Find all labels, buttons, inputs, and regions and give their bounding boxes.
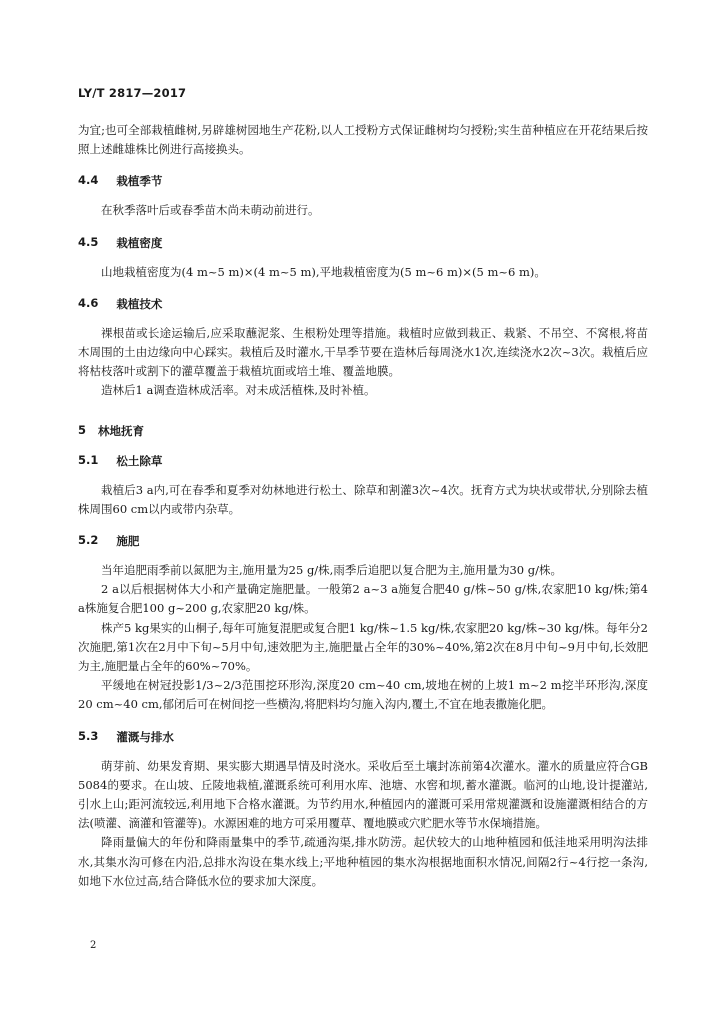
page-number: 2 [90,940,97,951]
paragraph: 造林后1 a调查造林成活率。对未成活植株,及时补植。 [101,383,376,398]
paragraph: 山地栽植密度为(4 m~5 m)×(4 m~5 m),平地栽植密度为(5 m~6 m)×(5 m~6 m)。 [101,264,546,279]
subsection-heading [78,453,648,469]
heading-title: 栽植季节 [116,174,163,189]
heading-number: 5.3 [78,728,99,743]
heading-title: 松土除草 [116,453,163,468]
paragraph: 株产5 kg果实的山桐子,每年可施复混肥或复合肥1 kg/株~1.5 kg/株,农家肥20 kg/株~30 kg/株。每年分2次施肥,第1次在2月中下旬~5月中旬,速效肥为主,施肥量占全年的30%~40%,第2次在8月中旬~9月中旬,长效肥为主,施肥量占全年的60%~70%。 [78,620,648,674]
heading-number: 5.2 [78,533,99,548]
heading-number: 5 [78,422,87,437]
heading-number: 4.6 [78,295,99,310]
subsection-heading [78,533,648,549]
section-heading [78,423,648,439]
subsection-heading [78,235,648,251]
paragraph: 萌芽前、幼果发育期、果实膨大期遇旱情及时浇水。采收后至土壤封冻前第4次灌水。灌水的质量应符合GB 5084的要求。在山坡、丘陵地栽植,灌溉系统可利用水库、池塘、水窖和坝,蓄水灌溉。临河的山地,设计提灌站,引水上山;距河流较远,利用地下合格水灌溉。为节约用水,种植园内的灌溉可采用常规灌溉和设施灌溉相结合的方法(喷灌、滴灌和管灌等)。水源困难的地方可采用覆草、覆地膜或穴贮肥水等节水保墒措施。 [78,758,648,831]
paragraph: 2 a以后根据树体大小和产量确定施肥量。一般第2 a~3 a施复合肥40 g/株~50 g/株,农家肥10 kg/株;第4 a株施复合肥100 g~200 g,农家肥20 kg/株。 [78,582,648,616]
heading-title: 栽植密度 [116,235,163,250]
heading-title: 林地抚育 [98,423,145,438]
paragraph: 裸根苗或长途运输后,应采取蘸泥浆、生根粉处理等措施。栽植时应做到栽正、栽紧、不吊空、不窝根,将苗木周围的土由边缘向中心踩实。栽植后及时灌水,干旱季节要在造林后每周浇水1次,连续浇水2次~3次。栽植后应将枯枝落叶或割下的灌草覆盖于栽植坑面或培土堆、覆盖地膜。 [78,325,648,379]
paragraph: 平缓地在树冠投影1/3~2/3范围挖环形沟,深度20 cm~40 cm,坡地在树的上坡1 m~2 m挖半环形沟,深度20 cm~40 cm,郁闭后可在树间挖一些横沟,将肥料均匀施入沟内,覆土,不宜在地表撒施化肥。 [78,678,648,712]
heading-title: 栽植技术 [116,296,163,311]
paragraph: 在秋季落叶后或春季苗木尚未萌动前进行。 [101,203,320,218]
paragraph: 为宜;也可全部栽植雌树,另辟雄树园地生产花粉,以人工授粉方式保证雌树均匀授粉;实生苗种植应在开花结果后按照上述雌雄株比例进行高接换头。 [78,123,648,157]
subsection-heading [78,173,648,189]
paragraph: 降雨量偏大的年份和降雨量集中的季节,疏通沟渠,排水防涝。起伏较大的山地种植园和低洼地采用明沟法排水,其集水沟可修在内沿,总排水沟设在集水线上;平地种植园的集水沟根据地面积水情况,间隔2行~4行挖一条沟,如地下水位过高,结合降低水位的要求加大深度。 [78,835,648,888]
subsection-heading [78,296,648,312]
heading-title: 灌溉与排水 [116,729,174,744]
heading-number: 4.4 [78,173,99,188]
heading-number: 5.1 [78,452,99,467]
heading-number: 4.5 [78,234,99,249]
subsection-heading [78,729,648,745]
document-body [78,121,648,891]
paragraph: 栽植后3 a内,可在春季和夏季对幼林地进行松土、除草和割灌3次~4次。抚育方式为块状或带状,分别除去植株周围60 cm以内或带内杂草。 [78,482,648,516]
document-code: LY/T 2817—2017 [78,86,187,100]
heading-title: 施肥 [116,534,140,549]
paragraph: 当年追肥雨季前以氮肥为主,施用量为25 g/株,雨季后追肥以复合肥为主,施用量为30 g/株。 [101,563,563,578]
